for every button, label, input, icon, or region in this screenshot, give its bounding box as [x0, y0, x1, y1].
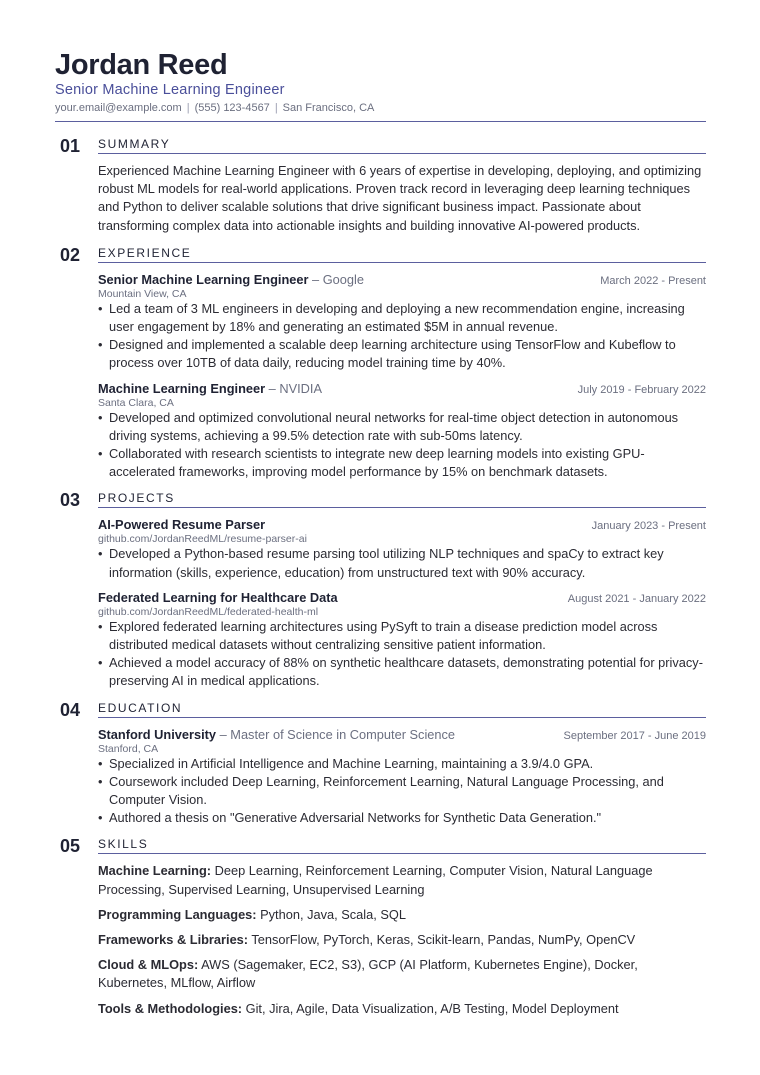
section-number: 04 — [60, 699, 81, 720]
entry-header — [98, 727, 706, 744]
entry-title — [98, 517, 265, 532]
entry-title — [98, 590, 338, 605]
bullet-item: • Designed and implemented a scalable deep learning architecture using TensorFlow and Kubeflow to process over 10TB of data daily, reducing model training time by 40%. — [98, 336, 706, 372]
bullet-item: • Specialized in Artificial Intelligence and Machine Learning, maintaining a 3.9/4.0 GPA. — [98, 755, 706, 773]
entry-title — [98, 381, 322, 396]
project-entry — [98, 590, 706, 691]
skill-line — [98, 906, 706, 924]
skill-category: Machine Learning: — [98, 863, 212, 879]
section-heading: EXPERIENCE — [98, 246, 706, 263]
entry-location: Stanford, CA — [98, 742, 159, 755]
skill-line — [98, 1000, 706, 1018]
bullet-list — [98, 545, 706, 581]
entry-header — [98, 381, 706, 398]
entry-date: July 2019 - February 2022 — [577, 383, 706, 396]
project-link[interactable]: github.com/JordanReedML/federated-health-ml — [98, 605, 319, 618]
education-entry — [98, 727, 706, 828]
entry-location: Santa Clara, CA — [98, 396, 174, 409]
bullet-list — [98, 755, 706, 828]
summary-text: Experienced Machine Learning Engineer with 6 years of expertise in developing, deploying, and optimizing robust ML models for real-world applications. Proven track record in leveraging deep learning techniques and Python to deliver scalable solutions that drive significant business impact. Passionate about transforming complex data into actionable insights and building innovative AI-powered products. — [98, 163, 702, 233]
skill-category: Frameworks & Libraries: — [98, 932, 249, 948]
candidate-name: Jordan Reed — [55, 49, 228, 81]
contact-phone[interactable]: (555) 123-4567 — [194, 102, 270, 114]
bullet-list — [98, 300, 706, 373]
job-role: Machine Learning Engineer — [98, 380, 266, 396]
experience-entry — [98, 381, 706, 482]
bullet-item: • Developed a Python-based resume parsing tool utilizing NLP techniques and spaCy to extract key information (skills, experience, education) from unstructured text with 90% accuracy. — [98, 545, 706, 581]
contact-email[interactable]: your.email@example.com — [55, 102, 182, 114]
entry-date: January 2023 - Present — [591, 520, 706, 533]
experience-section — [55, 246, 706, 482]
resume-page — [55, 48, 706, 1018]
bullet-item: • Explored federated learning architectures using PySyft to train a disease prediction model across distributed medical datasets without centralizing sensitive patient information. — [98, 618, 706, 654]
section-heading: SUMMARY — [98, 137, 706, 154]
school-name: Stanford University — [98, 726, 217, 742]
skill-line — [98, 956, 706, 992]
entry-header — [98, 590, 706, 607]
entry-date: September 2017 - June 2019 — [563, 729, 706, 742]
contact-location: San Francisco, CA — [282, 102, 375, 114]
skill-category: Cloud & MLOps: — [98, 957, 199, 973]
bullet-list — [98, 409, 706, 482]
section-heading: PROJECTS — [98, 491, 706, 508]
bullet-item: • Coursework included Deep Learning, Reinforcement Learning, Natural Language Processing, and Computer Vision. — [98, 773, 706, 809]
company-name: – Google — [312, 271, 364, 287]
project-link[interactable]: github.com/JordanReedML/resume-parser-ai — [98, 533, 307, 546]
bullet-item: • Authored a thesis on "Generative Adversarial Networks for Synthetic Data Generation." — [98, 809, 706, 827]
entry-title — [98, 272, 364, 287]
skill-category: Programming Languages: — [98, 906, 257, 922]
entry-date: March 2022 - Present — [600, 274, 706, 287]
bullet-item: • Led a team of 3 ML engineers in developing and deploying a new recommendation engine, increasing user engagement by 18% and generating an estimated $5M in annual revenue. — [98, 300, 706, 336]
skills-section — [55, 837, 706, 1017]
section-heading: SKILLS — [98, 837, 706, 854]
candidate-title: Senior Machine Learning Engineer — [55, 82, 285, 98]
experience-entry — [98, 272, 706, 373]
skill-values: TensorFlow, PyTorch, Keras, Scikit-learn, Pandas, NumPy, OpenCV — [248, 932, 636, 948]
company-name: – NVIDIA — [268, 380, 323, 396]
skill-category: Tools & Methodologies: — [98, 1000, 243, 1016]
skill-values: Deep Learning, Reinforcement Learning, Computer Vision, Natural Language Processing, Supervised Learning, Unsupervised Learning — [98, 863, 653, 897]
header-divider — [55, 121, 706, 122]
entry-location: Mountain View, CA — [98, 287, 187, 300]
bullet-list — [98, 618, 706, 691]
entry-title — [98, 727, 455, 742]
skill-line — [98, 931, 706, 949]
contact-line — [55, 100, 706, 116]
section-number: 03 — [60, 490, 81, 511]
degree-name: – Master of Science in Computer Science — [219, 726, 456, 742]
bullet-item: • Collaborated with research scientists to integrate new deep learning models into existing GPU-accelerated frameworks, improving model performance by 15% on benchmark datasets. — [98, 445, 706, 481]
resume-header — [55, 48, 706, 122]
entry-date: August 2021 - January 2022 — [567, 592, 706, 605]
project-name: Federated Learning for Healthcare Data — [98, 589, 338, 605]
job-role: Senior Machine Learning Engineer — [98, 271, 309, 287]
contact-separator: | — [186, 102, 190, 114]
project-entry — [98, 517, 706, 581]
bullet-item: • Developed and optimized convolutional neural networks for real-time object detection in autonomous driving systems, achieving a 99.5% detection rate with sub-50ms latency. — [98, 409, 706, 445]
summary-section — [55, 137, 706, 235]
section-number: 05 — [60, 836, 81, 857]
section-number: 01 — [60, 136, 81, 156]
skill-values: AWS (Sagemaker, EC2, S3), GCP (AI Platform, Kubernetes Engine), Docker, Kubernetes, MLflow, Airflow — [98, 957, 638, 991]
skill-values: Git, Jira, Agile, Data Visualization, A/B Testing, Model Deployment — [242, 1000, 619, 1016]
section-heading: EDUCATION — [98, 701, 706, 718]
project-name: AI-Powered Resume Parser — [98, 517, 266, 533]
projects-section — [55, 491, 706, 690]
section-number: 02 — [60, 244, 81, 265]
skill-values: Python, Java, Scala, SQL — [256, 906, 406, 922]
skill-line — [98, 862, 706, 898]
entry-header — [98, 517, 706, 534]
contact-separator: | — [274, 102, 278, 114]
bullet-item: • Achieved a model accuracy of 88% on synthetic healthcare datasets, demonstrating potential for privacy-preserving AI in medical applications. — [98, 654, 706, 690]
entry-header — [98, 272, 706, 289]
education-section — [55, 701, 706, 828]
